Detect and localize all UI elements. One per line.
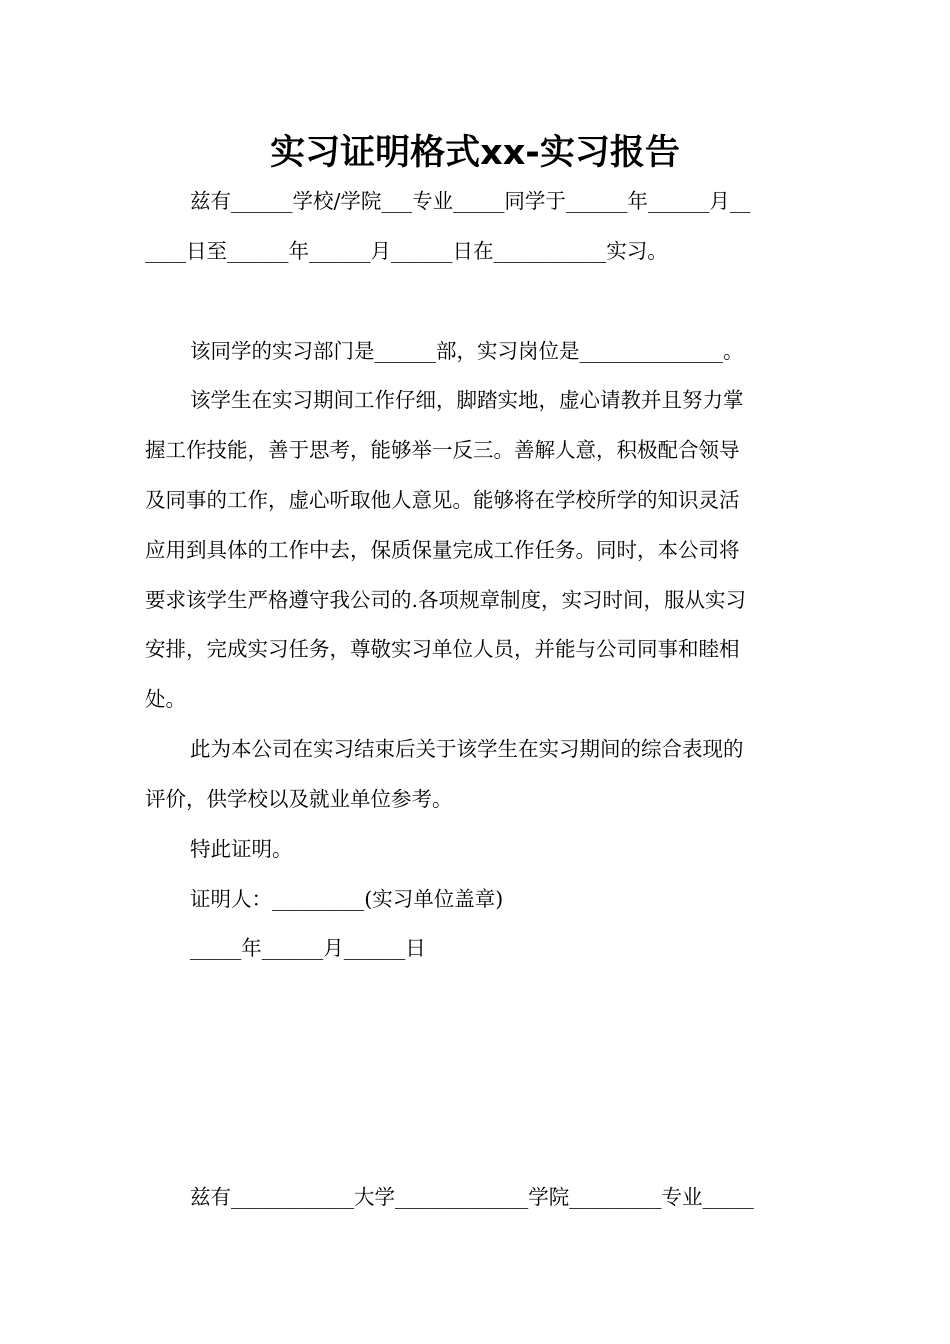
certifier-line: 证明人：_________(实习单位盖章): [190, 887, 504, 911]
paragraph-line-intro-1: 兹有______学校/学院___专业_____同学于______年______月__: [190, 189, 751, 213]
date-line: _____年______月______日: [190, 936, 426, 960]
paragraph-line-intro-2: ____日至______年______月______日在___________实习。: [145, 239, 668, 263]
paragraph-line-evaluation-1: 该学生在实习期间工作仔细，脚踏实地，虚心请教并且努力掌: [190, 388, 744, 412]
paragraph-line-summary-2: 评价，供学校以及就业单位参考。: [145, 787, 453, 811]
paragraph-line-department: 该同学的实习部门是______部，实习岗位是______________。: [190, 339, 744, 363]
paragraph-line-evaluation-3: 及同事的工作，虚心听取他人意见。能够将在学校所学的知识灵活: [145, 488, 740, 512]
paragraph-line-evaluation-7: 处。: [145, 687, 186, 711]
paragraph-line-evaluation-6: 安排，完成实习任务，尊敬实习单位人员，并能与公司同事和睦相: [145, 637, 740, 661]
certification-statement: 特此证明。: [190, 837, 293, 861]
paragraph-line-evaluation-4: 应用到具体的工作中去，保质保量完成工作任务。同时，本公司将: [145, 538, 740, 562]
second-template-line: 兹有____________大学_____________学院_________专业_____: [190, 1185, 754, 1209]
paragraph-line-evaluation-2: 握工作技能，善于思考，能够举一反三。善解人意，积极配合领导: [145, 438, 740, 462]
paragraph-line-evaluation-5: 要求该学生严格遵守我公司的.各项规章制度，实习时间，服从实习: [145, 588, 747, 612]
document-title: 实习证明格式xx-实习报告: [270, 133, 680, 173]
paragraph-line-summary-1: 此为本公司在实习结束后关于该学生在实习期间的综合表现的: [190, 737, 744, 761]
